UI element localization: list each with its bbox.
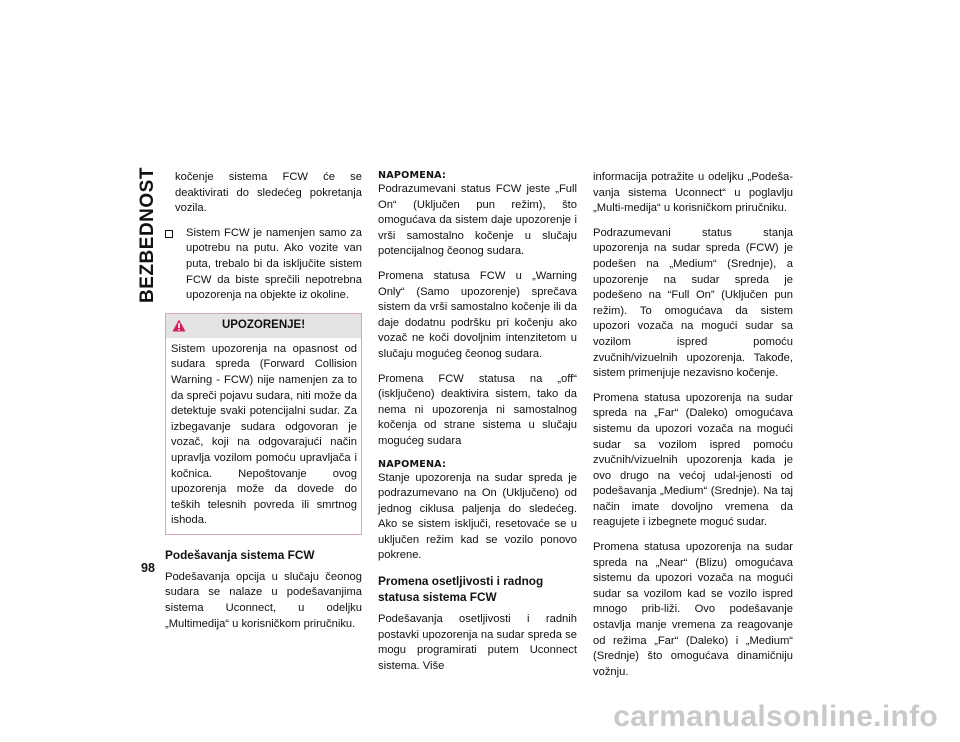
column-3	[593, 170, 793, 689]
note-label: NAPOMENA:	[378, 458, 447, 470]
paragraph: Promena statusa FCW u „Warning Only“ (Samo upozorenje) sprečava sistem da vrši samostalno kočenje ili da daje dodatnu podršku pri kočenju ako vozač ne koči dovoljnim intenzitetom u slučaju mogućeg čeonog sudara.	[378, 269, 577, 360]
paragraph: Promena FCW statusa na „off“ (isključeno) deaktivira sistem, tako da nema ni upozorenja ni samostalnog kočenja od strane sistema u slučaju mogućeg sudara	[378, 372, 577, 447]
watermark: carmanualsonline.info	[613, 700, 938, 733]
warning-text: Sistem upozorenja na opasnost od sudara spreda (Forward Collision Warning - FCW) nije namenjen za to da spreči pojavu sudara, niti može da detektuje svaki potencijalni sudar. Za izbegavanje sudara odgovoran je vozač, koji na odgovarajući način upravlja vozilom pomoću upravljača i kočnica. Nepoštovanje ovog upozorenja može da dovede do teških telesnih povreda ili smrtnog ishoda.	[171, 342, 357, 527]
section-side-tab	[137, 167, 159, 303]
paragraph: Promena statusa upozorenja na sudar spreda na „Near“ (Blizu) omogućava sistemu da upozori vozača na mogući sudar sa vozilom kad se vozilo ispred mnogo prib-liži. Ovo podešavanje ostavlja manje vremena za reagovanje od režima „Far“ (Daleko) i „Medium“ (Srednje) što omogućava dinamičniju vožnju.	[593, 541, 793, 678]
warning-box	[165, 313, 362, 535]
checkbox-bullet-icon	[165, 230, 173, 238]
warning-triangle-icon	[172, 319, 186, 332]
note-text: Stanje upozorenja na sudar spreda je podrazumevano na On (Uključeno) od jednog ciklusa paljenja do sledećeg. Ako se sistem isključi, resetovaće se u uključen režim kad se vozilo ponovo pokrene.	[378, 471, 577, 562]
warning-header	[166, 314, 361, 338]
paragraph: Podešavanja osetljivosti i radnih postavki upozorenja na sudar spreda se mogu programirati putem Uconnect sistema. Više	[378, 613, 577, 672]
column-2	[378, 170, 577, 683]
section-heading: Podešavanja sistema FCW	[165, 547, 315, 562]
section-tab-label: BEZBEDNOST	[137, 167, 158, 303]
bullet-item	[165, 226, 362, 304]
paragraph: Podešavanja opcija u slučaju čeonog sudara se nalaze u podešavanjima sistema Uconnect, u odeljku „Multimedija“ u korisničkom priručniku.	[165, 570, 362, 630]
warning-title: UPOZORENJE!	[221, 318, 306, 331]
column-1	[165, 170, 362, 641]
bullet-text: Sistem FCW je namenjen samo za upotrebu na putu. Ako vozite van puta, trebalo bi da isključite sistem FCW da biste sprečili nepotrebna upozorenja na objekte iz okoline.	[186, 226, 362, 302]
paragraph: Promena statusa upozorenja na sudar spreda na „Far“ (Daleko) omogućava sistemu da upozori vozača na mogući sudar sa vozilom ispred pomoću zvučnih/vizuelnih upozorenja kada je ovo drugo na većoj udal-jenosti od podešavanja „Medium“ (Srednje). Na taj način imate dovoljno vremena da reagujete i izbegnete moguć sudar.	[593, 391, 793, 529]
page-number: 98	[141, 561, 155, 575]
paragraph: Podrazumevani status stanja upozorenja na sudar spreda (FCW) je podešen na „Medium“ (Srednje), a upozorenje na sudar spreda je podešeno na “Full On” (Uključen pun režim). To omogućava da sistem upozori vozača na mogući sudar sa vozilom ispred pomoću zvučnih/vizuelnih upozorenja. Takođe, sistem primenjuje nezavisno kočenje.	[593, 226, 793, 380]
continued-paragraph: kočenje sistema FCW će se deaktivirati do sledećeg pokretanja vozila.	[175, 171, 362, 215]
section-heading: Promena osetljivosti i radnog statusa sistema FCW	[378, 574, 544, 605]
paragraph: informacija potražite u odeljku „Podeša-vanja sistema Uconnect“ u poglavlju „Multi-medija“ u korisničkom priručniku.	[593, 171, 793, 215]
note-text: Podrazumevani status FCW jeste „Full On“ (Uključen pun režim), što omogućava da sistem daje upozorenje i vrši samostalno kočenje u slučaju potencijalnog čeonog sudara.	[378, 183, 577, 258]
note-label: NAPOMENA:	[378, 170, 447, 181]
